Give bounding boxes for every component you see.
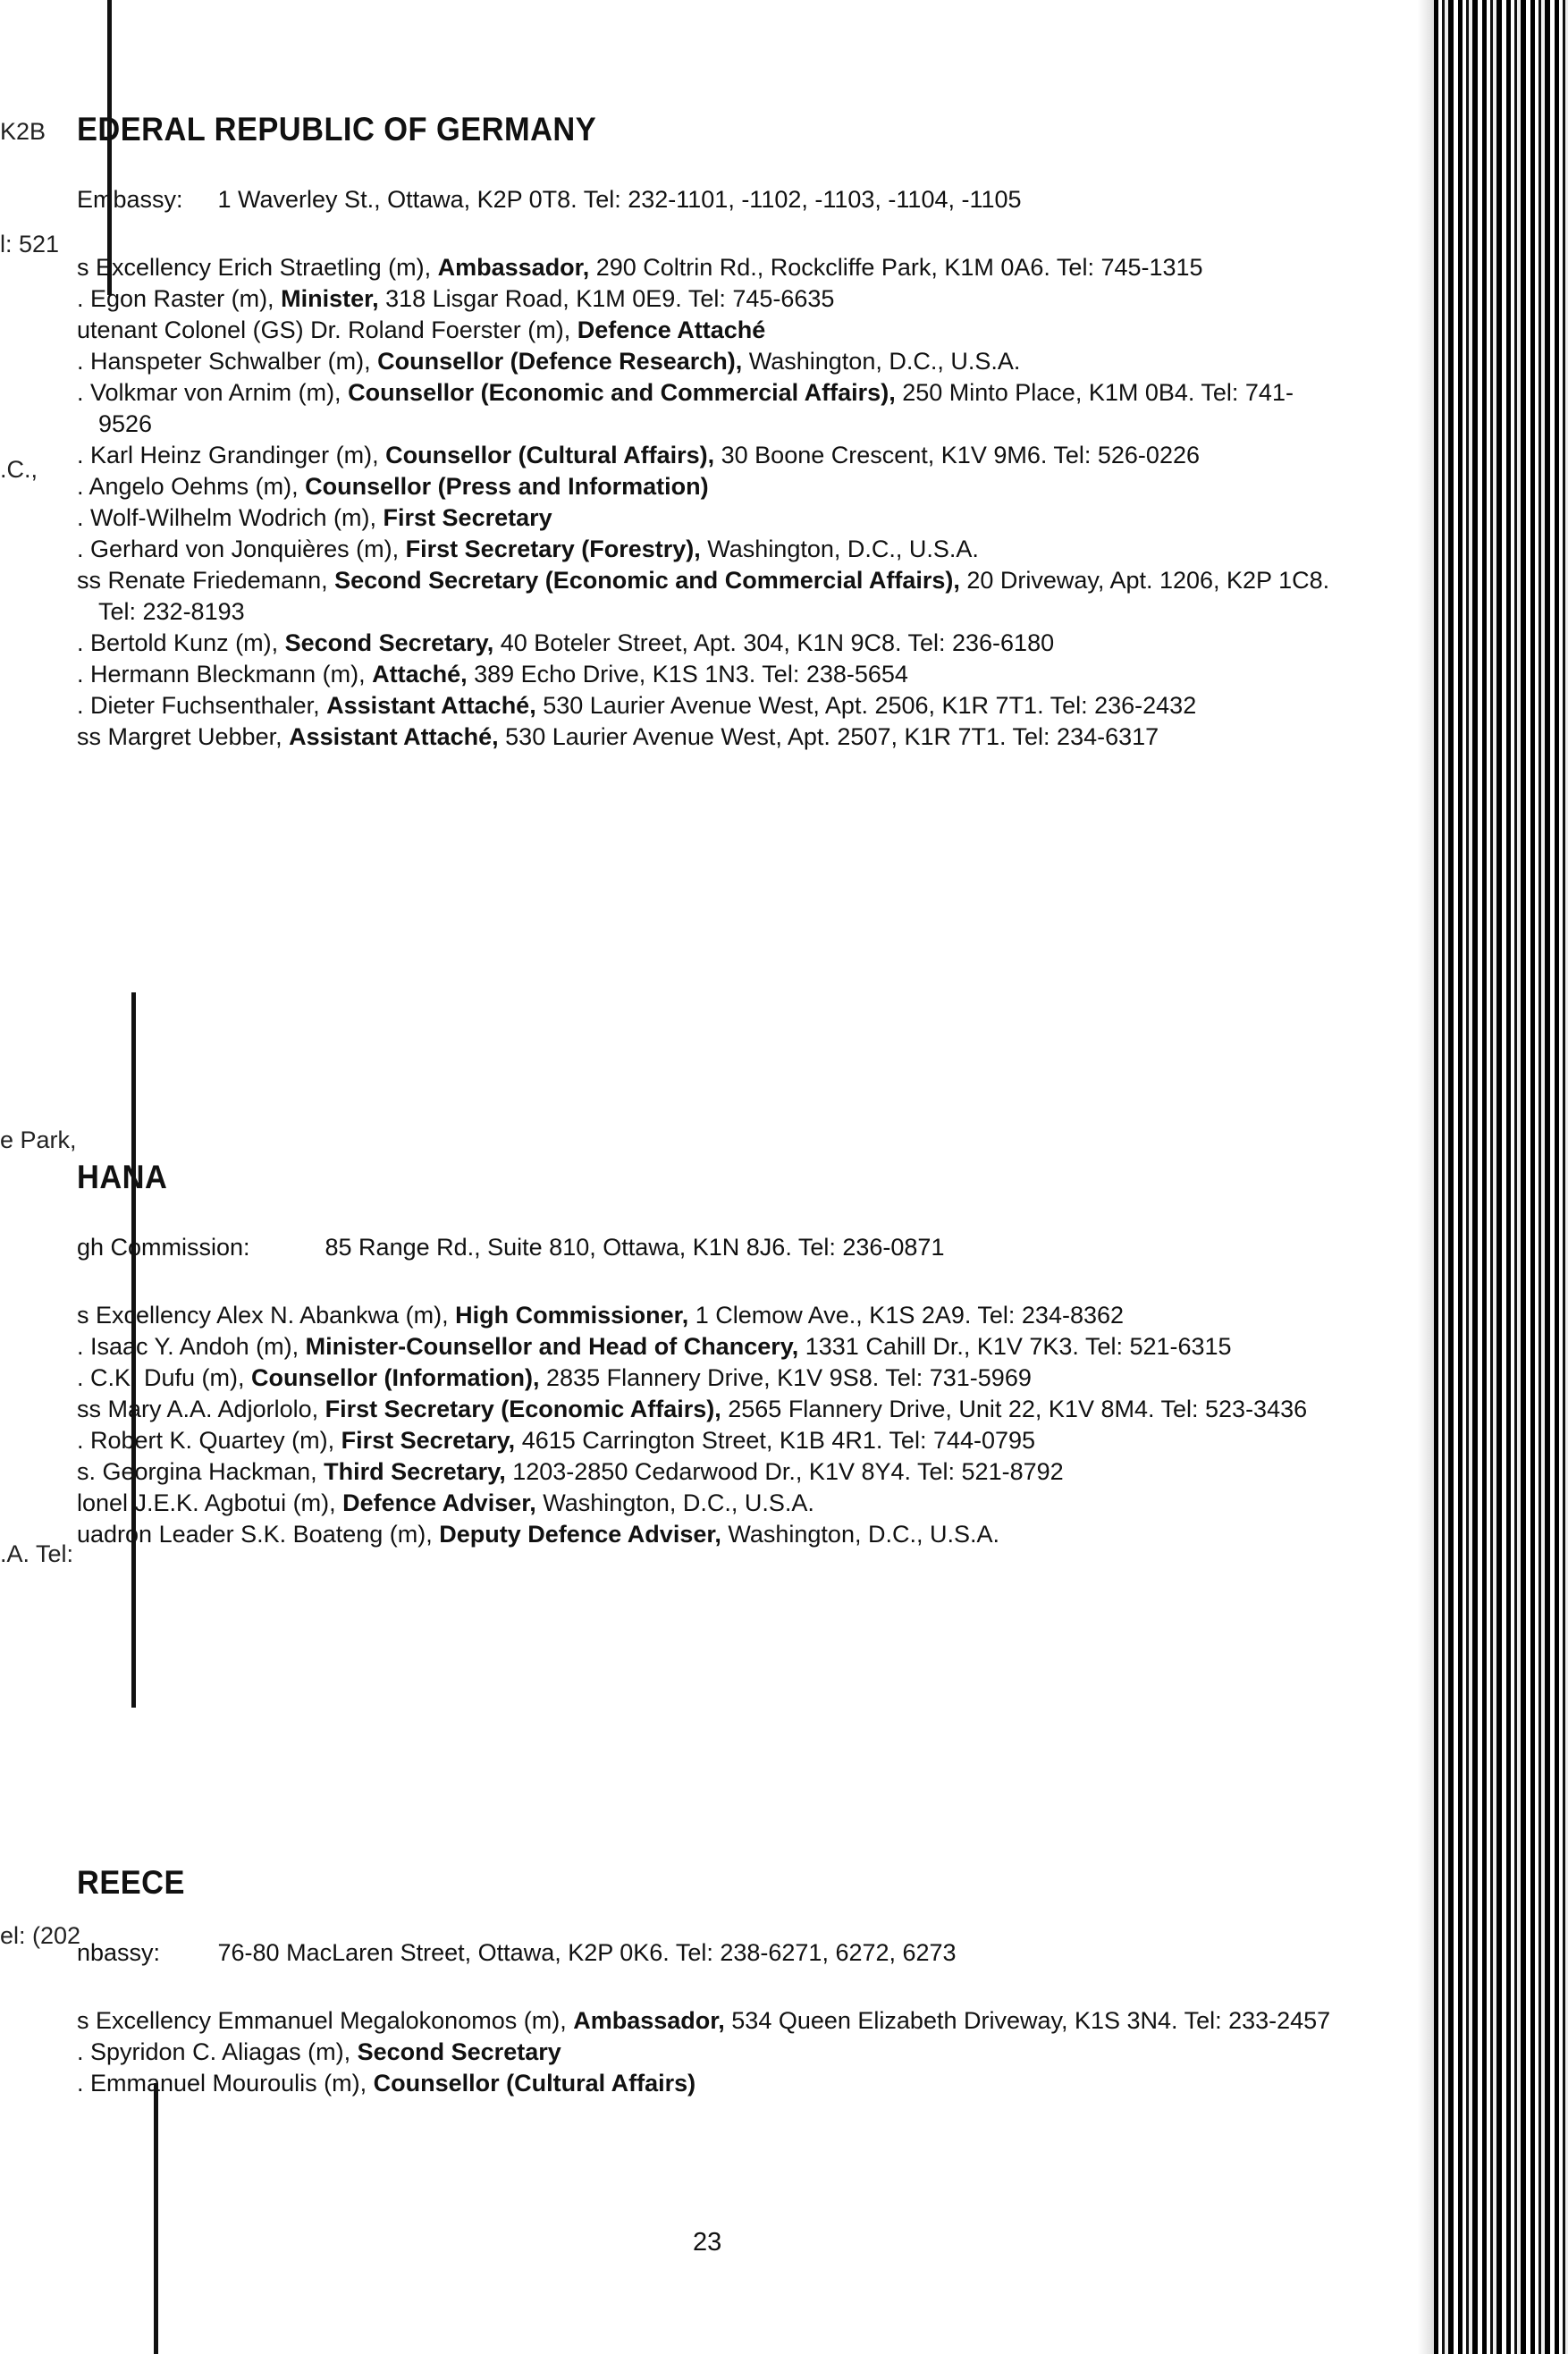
- staff-entry: . Bertold Kunz (m), Second Secretary, 40 Boteler Street, Apt. 304, K1N 9C8. Tel: 236-6180: [77, 629, 1055, 656]
- mission-address: [77, 1936, 1346, 1970]
- staff-entry: ss Renate Friedemann, Second Secretary (Economic and Commercial Affairs), 20 Driveway, Apt. 1206, K2P 1C8. Tel: 232-8193: [77, 567, 1330, 625]
- country-heading: EDERAL REPUBLIC OF GERMANY: [77, 111, 597, 148]
- staff-entry: s Excellency Erich Straetling (m), Ambassador, 290 Coltrin Rd., Rockcliffe Park, K1M 0A6. Tel: 745-1315: [77, 254, 1203, 281]
- staff-entry: ss Mary A.A. Adjorlolo, First Secretary (Economic Affairs), 2565 Flannery Drive, Unit 22, K1V 8M4. Tel: 523-3436: [77, 1396, 1308, 1422]
- staff-entry: s. Georgina Hackman, Third Secretary, 1203-2850 Cedarwood Dr., K1V 8Y4. Tel: 521-8792: [77, 1458, 1064, 1485]
- mission-text: 76-80 MacLaren Street, Ottawa, K2P 0K6. Tel: 238-6271, 6272, 6273: [217, 1939, 957, 1966]
- page-number: 23: [693, 2228, 722, 2257]
- mission-address: [77, 1230, 1346, 1264]
- staff-entry: . Egon Raster (m), Minister, 318 Lisgar Road, K1M 0E9. Tel: 745-6635: [77, 285, 835, 312]
- staff-entry: . Dieter Fuchsenthaler, Assistant Attaché, 530 Laurier Avenue West, Apt. 2506, K1R 7T1. Tel: 236-2432: [77, 692, 1197, 719]
- country-heading: HANA: [77, 1159, 168, 1195]
- country-section-greece: [77, 1864, 1346, 2099]
- gutter-fragment: .C.,: [0, 456, 38, 483]
- gutter-fragment: e Park,: [0, 1126, 77, 1153]
- staff-entry: uadron Leader S.K. Boateng (m), Deputy Defence Adviser, Washington, D.C., U.S.A.: [77, 1521, 999, 1548]
- staff-entry: lonel J.E.K. Agbotui (m), Defence Adviser, Washington, D.C., U.S.A.: [77, 1489, 814, 1516]
- staff-entry: . Angelo Oehms (m), Counsellor (Press and Information): [77, 473, 709, 500]
- binding-line: [154, 2083, 158, 2354]
- gutter-fragment: K2B: [0, 118, 46, 145]
- gutter-fragment: el: (202: [0, 1922, 81, 1949]
- country-heading: REECE: [77, 1864, 185, 1901]
- mission-address: [77, 182, 1346, 216]
- staff-entry: s Excellency Alex N. Abankwa (m), High Commissioner, 1 Clemow Ave., K1S 2A9. Tel: 234-8362: [77, 1302, 1125, 1329]
- staff-entry: . Hermann Bleckmann (m), Attaché, 389 Echo Drive, K1S 1N3. Tel: 238-5654: [77, 661, 908, 688]
- staff-entry: . Gerhard von Jonquières (m), First Secretary (Forestry), Washington, D.C., U.S.A.: [77, 536, 979, 562]
- staff-entry: utenant Colonel (GS) Dr. Roland Foerster (m), Defence Attaché: [77, 316, 766, 343]
- mission-label: Embassy:: [77, 186, 183, 213]
- page-edge-gap: [1418, 0, 1434, 2354]
- gutter-fragment: .A. Tel:: [0, 1540, 74, 1567]
- staff-entry: . Wolf-Wilhelm Wodrich (m), First Secretary: [77, 504, 552, 531]
- staff-entry: . Karl Heinz Grandinger (m), Counsellor (Cultural Affairs), 30 Boone Crescent, K1V 9M6. Tel: 526-0226: [77, 442, 1200, 468]
- staff-entry: . Emmanuel Mouroulis (m), Counsellor (Cultural Affairs): [77, 2070, 696, 2097]
- staff-list: [77, 2005, 1346, 2099]
- staff-entry: . Hanspeter Schwalber (m), Counsellor (Defence Research), Washington, D.C., U.S.A.: [77, 348, 1021, 375]
- staff-list: [77, 252, 1346, 753]
- staff-entry: . C.K. Dufu (m), Counsellor (Information), 2835 Flannery Drive, K1V 9S8. Tel: 731-5969: [77, 1364, 1032, 1391]
- staff-entry: s Excellency Emmanuel Megalokonomos (m), Ambassador, 534 Queen Elizabeth Driveway, K1S 3N4. Tel: 233-2457: [77, 2007, 1331, 2034]
- staff-entry: . Volkmar von Arnim (m), Counsellor (Economic and Commercial Affairs), 250 Minto Place, K1M 0B4. Tel: 741-9526: [77, 379, 1294, 437]
- country-section-germany: [77, 111, 1346, 753]
- mission-label: gh Commission:: [77, 1234, 250, 1261]
- staff-entry: ss Margret Uebber, Assistant Attaché, 530 Laurier Avenue West, Apt. 2507, K1R 7T1. Tel: 234-6317: [77, 723, 1159, 750]
- page-edge-shadow: [1434, 0, 1568, 2354]
- mission-label: nbassy:: [77, 1939, 161, 1966]
- country-section-ghana: [77, 1159, 1346, 1550]
- staff-list: [77, 1300, 1346, 1550]
- mission-text: 1 Waverley St., Ottawa, K2P 0T8. Tel: 232-1101, -1102, -1103, -1104, -1105: [217, 186, 1022, 213]
- staff-entry: . Robert K. Quartey (m), First Secretary, 4615 Carrington Street, K1B 4R1. Tel: 744-0795: [77, 1427, 1036, 1454]
- mission-text: 85 Range Rd., Suite 810, Ottawa, K1N 8J6. Tel: 236-0871: [325, 1234, 945, 1261]
- staff-entry: . Spyridon C. Aliagas (m), Second Secretary: [77, 2038, 561, 2065]
- staff-entry: . Isaac Y. Andoh (m), Minister-Counsellor and Head of Chancery, 1331 Cahill Dr., K1V 7K3. Tel: 521-6315: [77, 1333, 1232, 1360]
- gutter-fragment: l: 521: [0, 231, 60, 257]
